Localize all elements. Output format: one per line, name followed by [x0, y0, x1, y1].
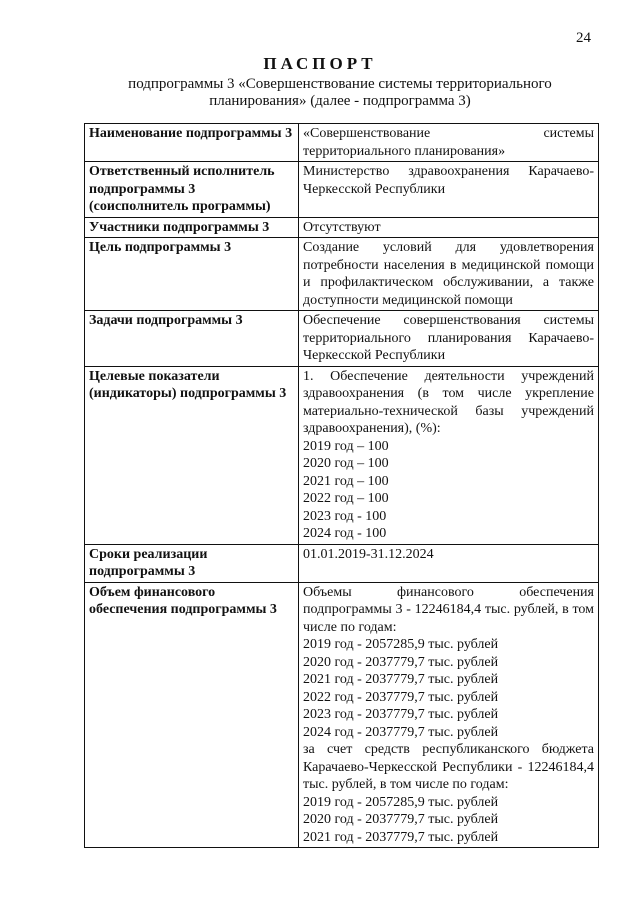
funding-intro: Объемы финансового обеспечения подпрограммы 3 - 12246184,4 тыс. рублей, в том числе по годам: [303, 584, 594, 635]
table-row-tasks [85, 311, 599, 367]
table-row-executor [85, 162, 599, 218]
table-row-indicators [85, 366, 599, 544]
row-value: Министерство здравоохранения Карачаево-Черкесской Республики [299, 162, 599, 218]
table-row-name [85, 124, 599, 162]
funding-year-republic: 2021 год - 2037779,7 тыс. рублей [303, 829, 499, 845]
indicator-year: 2022 год – 100 [303, 491, 389, 506]
funding-year-republic: 2019 год - 2057285,9 тыс. рублей [303, 794, 499, 810]
row-value: Создание условий для удовлетворения потребности населения в медицинской помощи и профилактическом обслуживании, а также доступности медицинской помощи [299, 238, 599, 311]
page-subtitle [110, 76, 570, 110]
row-label: Целевые показатели (индикаторы) подпрограммы 3 [85, 366, 299, 544]
indicator-year: 2023 год - 100 [303, 508, 387, 524]
indicator-year: 2024 год - 100 [303, 526, 387, 541]
indicator-year: 2021 год – 100 [303, 473, 389, 489]
funding-year: 2020 год - 2037779,7 тыс. рублей [303, 654, 499, 670]
table-row-goal [85, 238, 599, 311]
row-label: Цель подпрограммы 3 [85, 238, 299, 311]
row-value: «Совершенствование системы территориального планирования» [299, 124, 599, 162]
subtitle-line-2: планирования» (далее - подпрограмма 3) [209, 93, 471, 109]
funding-year: 2019 год - 2057285,9 тыс. рублей [303, 637, 499, 652]
row-value: 01.01.2019-31.12.2024 [299, 544, 599, 582]
page-number: 24 [576, 30, 591, 46]
indicator-year: 2020 год – 100 [303, 456, 389, 471]
row-value: Обеспечение совершенствования системы территориального планирования Карачаево-Черкесской Республики [299, 311, 599, 367]
row-label: Участники подпрограммы 3 [85, 217, 299, 238]
row-value: Отсутствуют [299, 217, 599, 238]
table-row-timeframe [85, 544, 599, 582]
table-row-funding [85, 582, 599, 848]
row-label: Задачи подпрограммы 3 [85, 311, 299, 367]
funding-year: 2024 год - 2037779,7 тыс. рублей [303, 724, 499, 740]
funding-year: 2022 год - 2037779,7 тыс. рублей [303, 689, 499, 705]
indicator-intro: 1. Обеспечение деятельности учреждений здравоохранения (в том числе укрепление материально-технической базы учреждений здравоохранения), (%): [303, 368, 594, 436]
subtitle-line-1: подпрограммы 3 «Совершенствование системы территориального [128, 76, 552, 92]
indicator-year: 2019 год – 100 [303, 438, 389, 454]
table-row-participants [85, 217, 599, 238]
funding-intro-republic: за счет средств республиканского бюджета Карачаево-Черкесской Республики - 12246184,4 тыс. рублей, в том числе по годам: [303, 742, 594, 792]
row-value [299, 582, 599, 848]
passport-table [84, 123, 599, 848]
row-label: Ответственный исполнитель подпрограммы 3 (соисполнитель программы) [85, 162, 299, 218]
row-label: Наименование подпрограммы 3 [85, 124, 299, 162]
row-label: Сроки реализации подпрограммы 3 [85, 544, 299, 582]
row-label: Объем финансового обеспечения подпрограммы 3 [85, 582, 299, 848]
funding-year-republic: 2020 год - 2037779,7 тыс. рублей [303, 812, 499, 827]
funding-year: 2021 год - 2037779,7 тыс. рублей [303, 672, 499, 687]
funding-year: 2023 год - 2037779,7 тыс. рублей [303, 707, 499, 722]
page-title: ПАСПОРТ [263, 54, 377, 73]
row-value [299, 366, 599, 544]
